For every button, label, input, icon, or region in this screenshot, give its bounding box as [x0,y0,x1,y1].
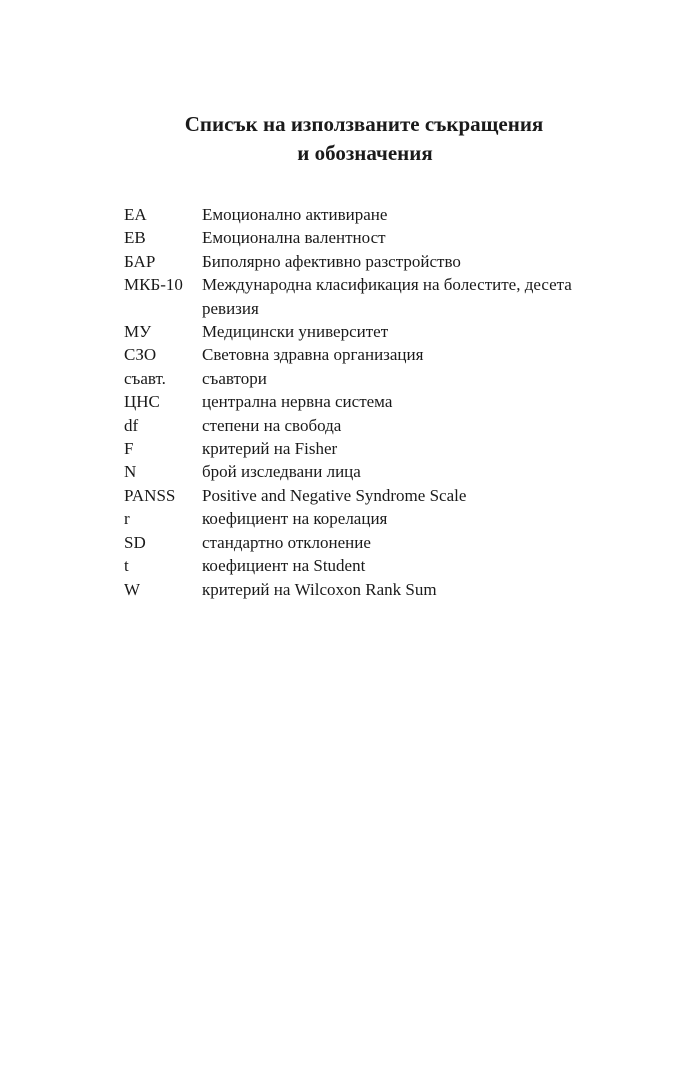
abbreviation-definition: критерий на Fisher [202,439,338,459]
abbreviation-row [124,250,584,273]
abbreviation-row [124,437,584,460]
abbreviation-definition: Световна здравна организация [202,345,424,365]
abbreviation-term: МУ [124,322,152,342]
abbreviation-row [124,226,584,249]
abbreviation-row [124,531,584,554]
abbreviation-list [124,203,584,601]
abbreviation-term: N [124,462,137,482]
abbreviation-row [124,203,584,226]
abbreviation-term: SD [124,532,146,552]
abbreviation-definition: Медицински университет [202,322,389,342]
abbreviation-row [124,367,584,390]
abbreviation-term: ЦНС [124,392,160,412]
abbreviation-term: ЕВ [124,228,146,248]
abbreviation-row [124,273,584,320]
abbreviation-term: W [124,579,141,599]
abbreviation-row [124,460,584,483]
abbreviation-row [124,554,584,577]
abbreviation-term: PANSS [124,485,176,505]
abbreviation-row [124,414,584,437]
abbreviation-term: F [124,439,134,459]
abbreviation-definition: централна нервна система [202,392,393,412]
title-line-1: Списък на използваните съкращения [184,112,544,137]
abbreviation-definition: Емоционално активиране [202,205,388,224]
abbreviation-term: t [124,556,129,576]
abbreviation-definition: брой изследвани лица [202,462,361,482]
abbreviation-term: df [124,415,139,435]
abbreviation-definition: Positive and Negative Syndrome Scale [202,485,467,505]
abbreviation-term: r [124,509,130,529]
abbreviation-row [124,320,584,343]
abbreviation-row [124,507,584,530]
abbreviation-row [124,343,584,366]
abbreviation-row [124,578,584,601]
abbreviation-term: съавт. [124,368,166,388]
abbreviation-term: СЗО [124,345,157,365]
abbreviation-row [124,390,584,413]
abbreviation-definition: коефициент на Student [202,556,366,576]
abbreviation-definition: Биполярно афективно разстройство [202,251,461,271]
abbreviation-definition: коефициент на корелация [202,509,388,529]
abbreviation-definition: степени на свобода [202,415,342,435]
abbreviation-term: ЕА [124,205,147,224]
abbreviation-term: БАР [124,251,156,271]
abbreviation-definition: Емоционална валентност [202,228,386,248]
abbreviation-definition: стандартно отклонение [202,532,371,552]
abbreviation-row [124,484,584,507]
abbreviation-definition: Международна класификация на болестите, десета ревизия [202,275,572,318]
page-title [0,110,700,168]
abbreviation-definition: критерий на Wilcoxon Rank Sum [202,579,437,599]
abbreviation-term: МКБ-10 [124,275,183,295]
title-line-2: и обозначения [297,141,433,166]
abbreviation-definition: съавтори [202,368,267,388]
